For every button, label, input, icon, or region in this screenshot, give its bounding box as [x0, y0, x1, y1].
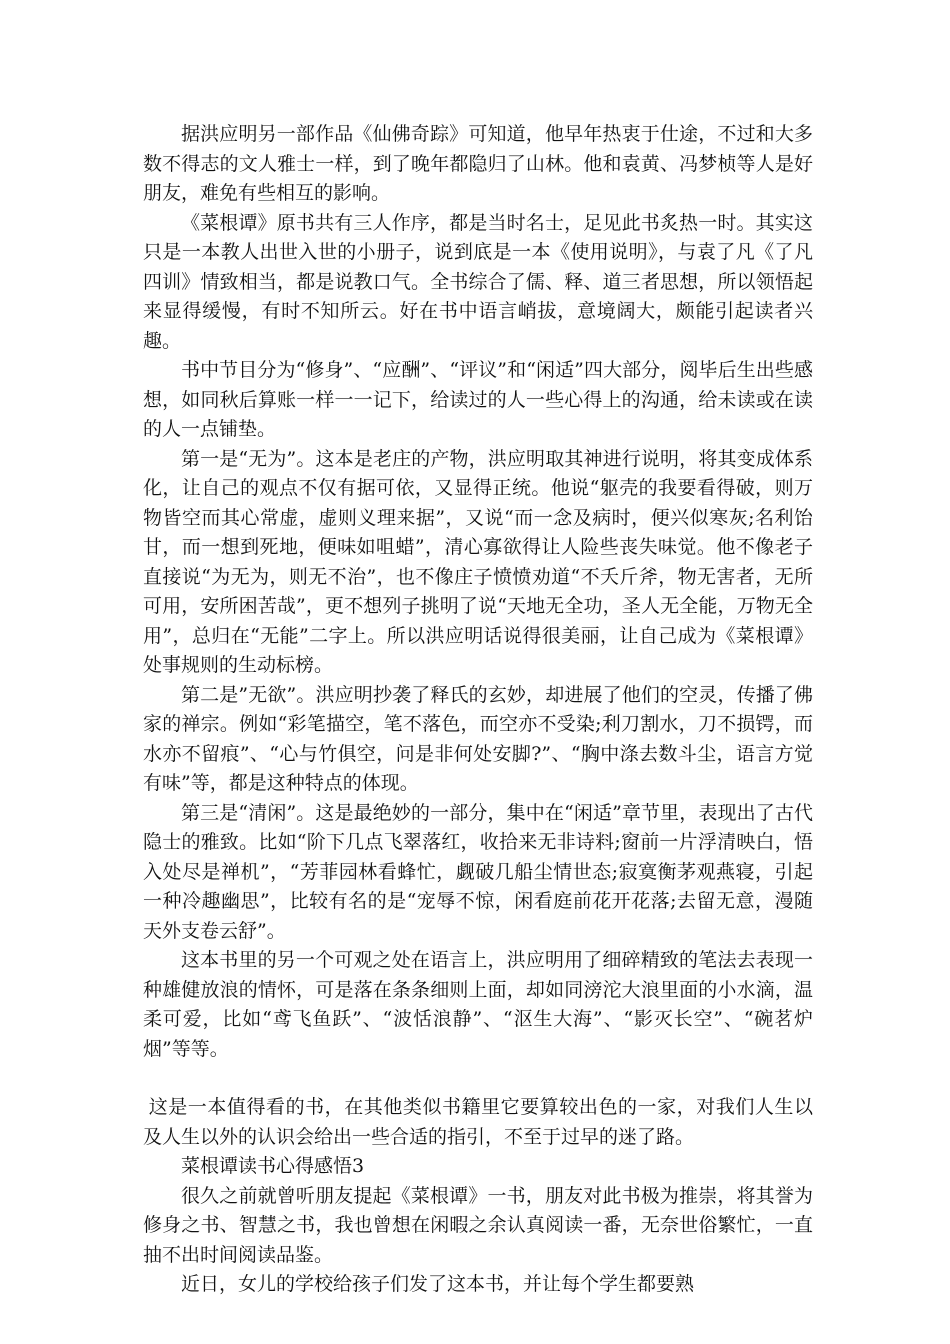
paragraph-wuwei: 第一是“无为”。这本是老庄的产物，洪应明取其神进行说明，将其变成体系化，让自己的观点不仅有据可依，又显得正统。他说“躯壳的我要看得破，则万物皆空而其心常虚，虚则义理来据”，又说“而一念及病时，便兴似寒灰;名利饴甘，而一想到死地，便味如咀蜡”，清心寡欲得让人险些丧失味觉。他不像老子直接说“为无为，则无不治”，也不像庄子愤愤劝道“不夭斤斧，物无害者，无所可用，安所困苦哉”，更不想列子挑明了说“天地无全功，圣人无全能，万物无全用”，总归在“无能”二字上。所以洪应明话说得很美丽，让自己成为《菜根谭》处事规则的生动标榜。	[143, 447, 813, 676]
document-page	[143, 120, 813, 1300]
paragraph-qingxian: 第三是“清闲”。这是最绝妙的一部分，集中在“闲适”章节里，表现出了古代隐士的雅致。比如“阶下几点飞翠落红，收拾来无非诗料;窗前一片浮清映白，悟入处尽是禅机”，“芳菲园林看蜂忙，觑破几船尘情世态;寂寞衡茅观燕寝，引起一种冷趣幽思”，比较有名的是“宠辱不惊，闲看庭前花开花落;去留无意，漫随天外支卷云舒”。	[143, 801, 813, 942]
paragraph-section-continued: 近日，女儿的学校给孩子们发了这本书，并让每个学生都要熟	[181, 1273, 695, 1295]
paragraph-language: 这本书里的另一个可观之处在语言上，洪应明用了细碎精致的笔法去表现一种雄健放浪的情怀，可是落在条条细则上面，却如同滂沱大浪里面的小水滴，温柔可爱，比如“鸢飞鱼跃”、“波恬浪静”、“沤生大海”、“影灭长空”、“碗茗炉烟”等等。	[143, 949, 813, 1060]
paragraph-sections: 书中节目分为“修身”、“应酬”、“评议”和“闲适”四大部分，阅毕后生出些感想，如同秋后算账一样一一记下，给读过的人一些心得上的沟通，给未读或在读的人一点铺垫。	[143, 359, 813, 440]
paragraph-conclusion: 这是一本值得看的书，在其他类似书籍里它要算较出色的一家，对我们人生以及人生以外的认识会给出一些合适的指引，不至于过早的迷了路。	[143, 1096, 813, 1148]
paragraph-spacer	[143, 1064, 813, 1093]
paragraph-preface: 《菜根谭》原书共有三人作序，都是当时名士，足见此书炙热一时。其实这只是一本教人出世入世的小册子，说到底是一本《使用说明》，与袁了凡《了凡四训》情致相当，都是说教口气。全书综合了儒、释、道三者思想，所以领悟起来显得缓慢，有时不知所云。好在书中语言峭拔，意境阔大，颇能引起读者兴趣。	[143, 211, 813, 352]
section-title: 菜根谭读书心得感悟3	[181, 1155, 365, 1177]
paragraph-author-background: 据洪应明另一部作品《仙佛奇踪》可知道，他早年热衷于仕途，不过和大多数不得志的文人雅士一样，到了晚年都隐归了山林。他和袁黄、冯梦桢等人是好朋友，难免有些相互的影响。	[143, 123, 813, 204]
paragraph-wuyu: 第二是”无欲”。洪应明抄袭了释氏的玄妙，却进展了他们的空灵，传播了佛家的禅宗。例如“彩笔描空，笔不落色，而空亦不受染;利刀割水，刀不损锷，而水亦不留痕”、“心与竹俱空，问是非何处安脚?”、“胸中涤去数斗尘，语言方觉有味”等，都是这种特点的体现。	[143, 683, 813, 794]
paragraph-section-intro: 很久之前就曾听朋友提起《菜根谭》一书，朋友对此书极为推崇，将其誉为修身之书、智慧之书，我也曾想在闲暇之余认真阅读一番，无奈世俗繁忙，一直抽不出时间阅读品鉴。	[143, 1184, 813, 1266]
